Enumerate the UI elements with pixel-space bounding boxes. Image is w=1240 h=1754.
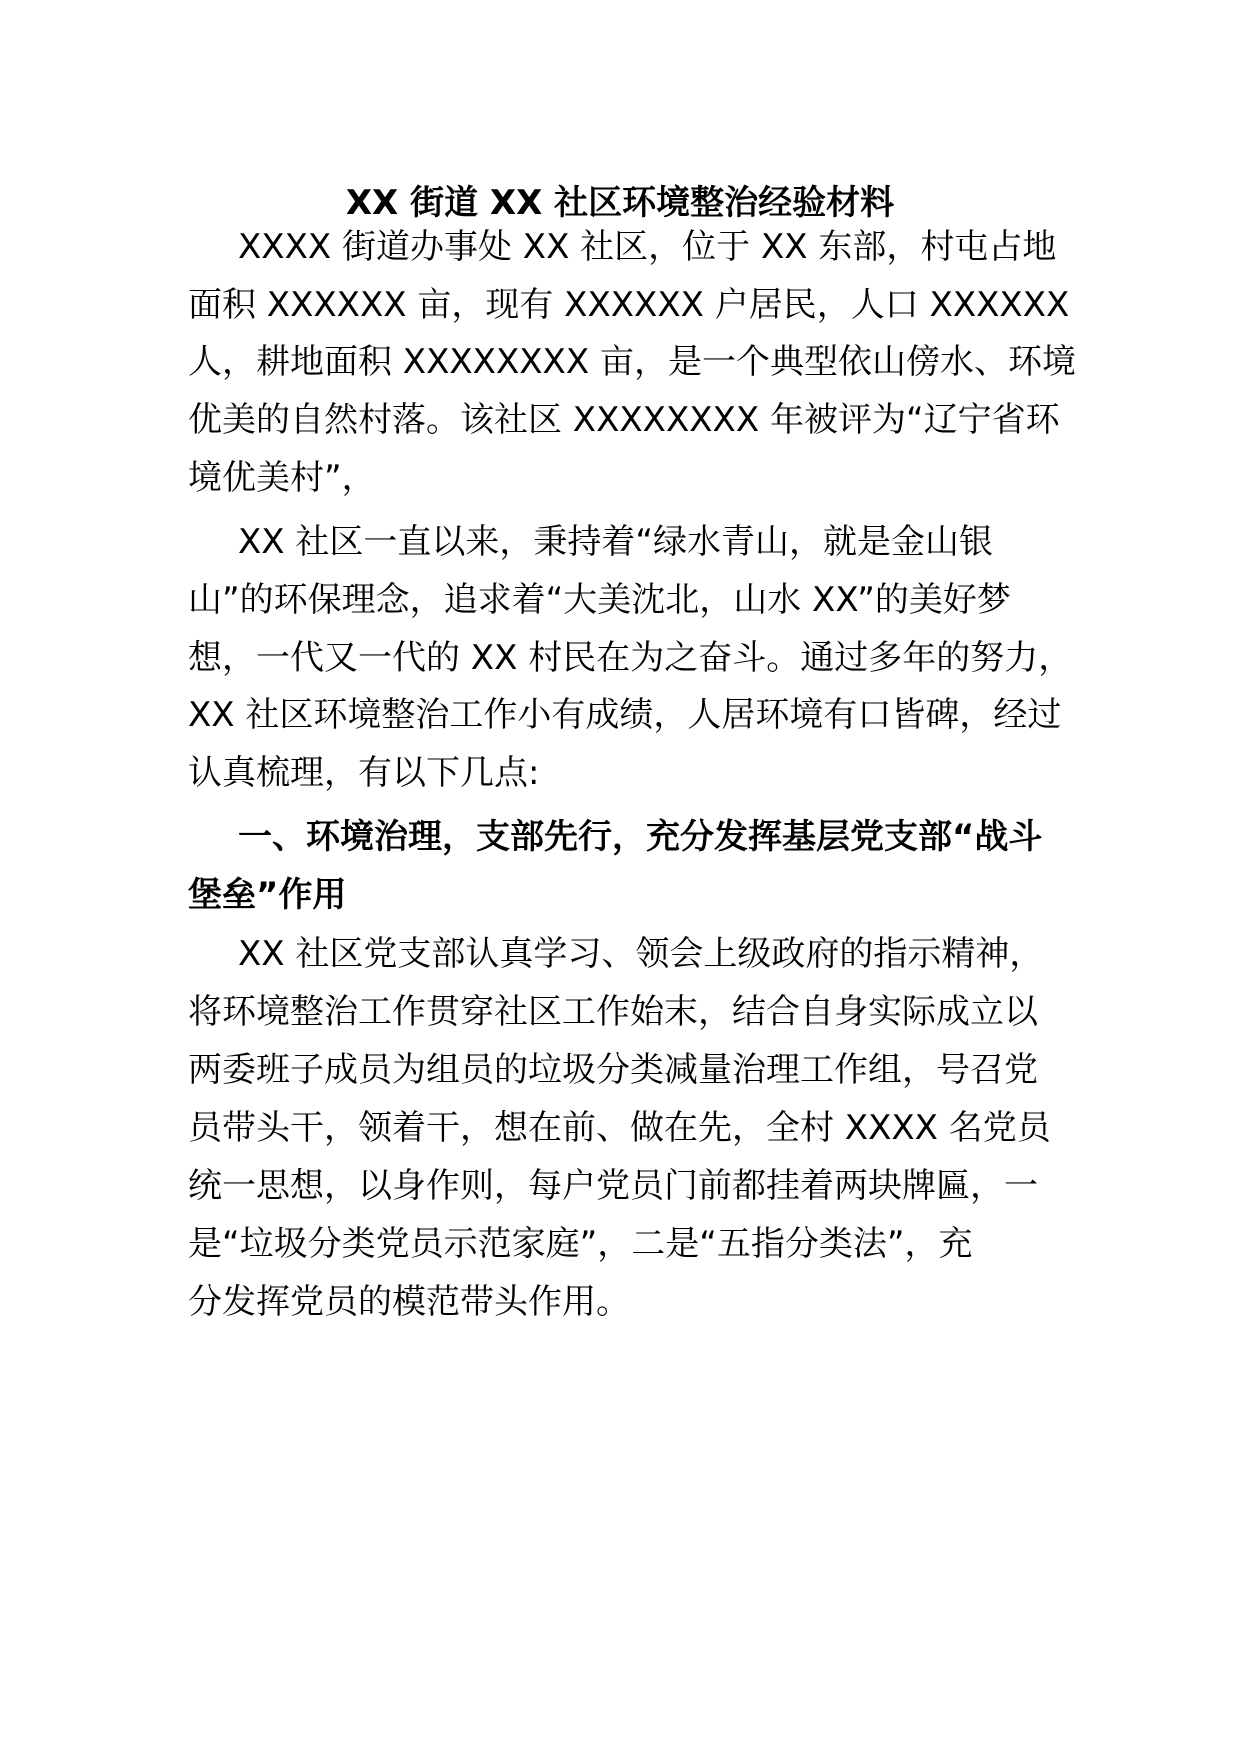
section-heading: 堡垒”作用 (188, 875, 347, 915)
paragraph-line: XX 社区党支部认真学习、领会上级政府的指示精神， (238, 934, 1044, 974)
paragraph-line: 山”的环保理念，追求着“大美沈北，山水 XX”的美好梦 (188, 580, 1011, 620)
paragraph-line: 认真梳理，有以下几点: (188, 753, 540, 793)
paragraph-line: 统一思想，以身作则，每户党员门前都挂着两块牌匾，一 (188, 1166, 1038, 1206)
paragraph-line: 人，耕地面积 XXXXXXXX 亩，是一个典型依山傍水、环境 (188, 342, 1076, 382)
paragraph-line: XX 社区一直以来，秉持着“绿水青山，就是金山银 (238, 522, 994, 562)
paragraph-line: 面积 XXXXXX 亩，现有 XXXXXX 户居民，人口 XXXXXX (188, 285, 1070, 325)
paragraph-line: XXXX 街道办事处 XX 社区，位于 XX 东部，村屯占地 (238, 227, 1057, 267)
paragraph-line: 将环境整治工作贯穿社区工作始末，结合自身实际成立以 (188, 992, 1038, 1032)
section-heading: 一、环境治理，支部先行，充分发挥基层党支部“战斗 (238, 817, 1043, 857)
paragraph-line: 分发挥党员的模范带头作用。 (188, 1282, 630, 1322)
paragraph-line: 境优美村”， (188, 458, 376, 498)
paragraph-line: 优美的自然村落。该社区 XXXXXXXX 年被评为“辽宁省环 (188, 400, 1060, 440)
paragraph-line: 是“垃圾分类党员示范家庭”，二是“五指分类法”，充 (188, 1224, 973, 1264)
paragraph-line: XX 社区环境整治工作小有成绩，人居环境有口皆碑，经过 (188, 695, 1062, 735)
paragraph-line: 员带头干，领着干，想在前、做在先，全村 XXXX 名党员 (188, 1108, 1051, 1148)
document-title: XX 街道 XX 社区环境整治经验材料 (345, 183, 895, 223)
paragraph-line: 想，一代又一代的 XX 村民在为之奋斗。通过多年的努力， (188, 638, 1073, 678)
paragraph-line: 两委班子成员为组员的垃圾分类减量治理工作组，号召党 (188, 1050, 1038, 1090)
